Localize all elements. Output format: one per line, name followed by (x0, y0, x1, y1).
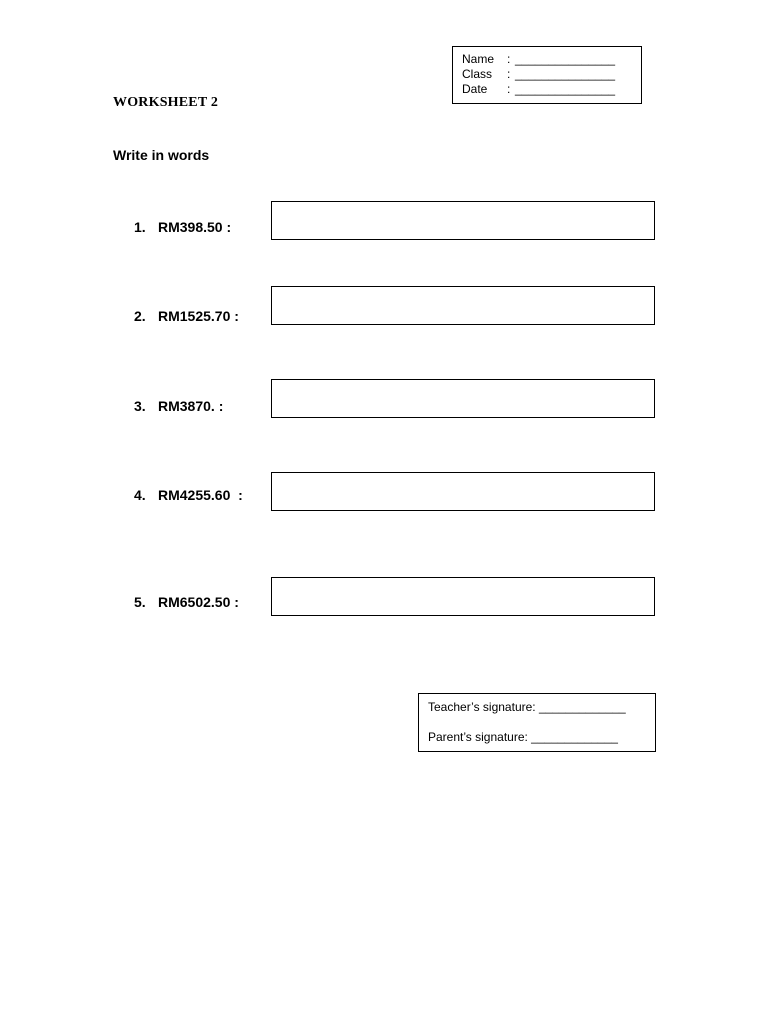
answer-box[interactable] (271, 577, 655, 616)
worksheet-title: WORKSHEET 2 (113, 95, 219, 110)
question-item (0, 577, 768, 617)
date-row (462, 82, 641, 97)
question-number: 5. (134, 594, 146, 610)
question-number: 4. (134, 487, 146, 503)
question-amount: RM398.50 : (158, 219, 232, 235)
parent-signature-line[interactable]: Parent’s signature: _____________ (428, 730, 618, 744)
signature-box (418, 693, 656, 752)
date-label: Date (462, 82, 488, 96)
answer-box[interactable] (271, 286, 655, 325)
question-amount: RM6502.50 : (158, 594, 239, 610)
class-row (462, 67, 641, 82)
question-number: 3. (134, 398, 146, 414)
question-amount: RM1525.70 : (158, 308, 239, 324)
question-number: 1. (134, 219, 146, 235)
question-item (0, 379, 768, 419)
question-number: 2. (134, 308, 146, 324)
answer-box[interactable] (271, 472, 655, 511)
question-amount: RM4255.60 : (158, 487, 243, 503)
name-row (462, 52, 641, 67)
student-info-box (452, 46, 642, 104)
instruction-text: Write in words (113, 147, 210, 163)
date-separator: : (507, 82, 511, 96)
name-label: Name (462, 52, 495, 66)
name-field[interactable]: _______________ (515, 52, 616, 66)
date-field[interactable]: _______________ (515, 82, 616, 96)
class-field[interactable]: _______________ (515, 67, 616, 81)
question-item (0, 472, 768, 512)
teacher-signature-line[interactable]: Teacher’s signature: _____________ (428, 700, 626, 714)
question-item (0, 286, 768, 326)
question-item (0, 201, 768, 241)
question-amount: RM3870. : (158, 398, 224, 414)
answer-box[interactable] (271, 379, 655, 418)
name-separator: : (507, 52, 511, 66)
class-label: Class (462, 67, 493, 81)
answer-box[interactable] (271, 201, 655, 240)
class-separator: : (507, 67, 511, 81)
